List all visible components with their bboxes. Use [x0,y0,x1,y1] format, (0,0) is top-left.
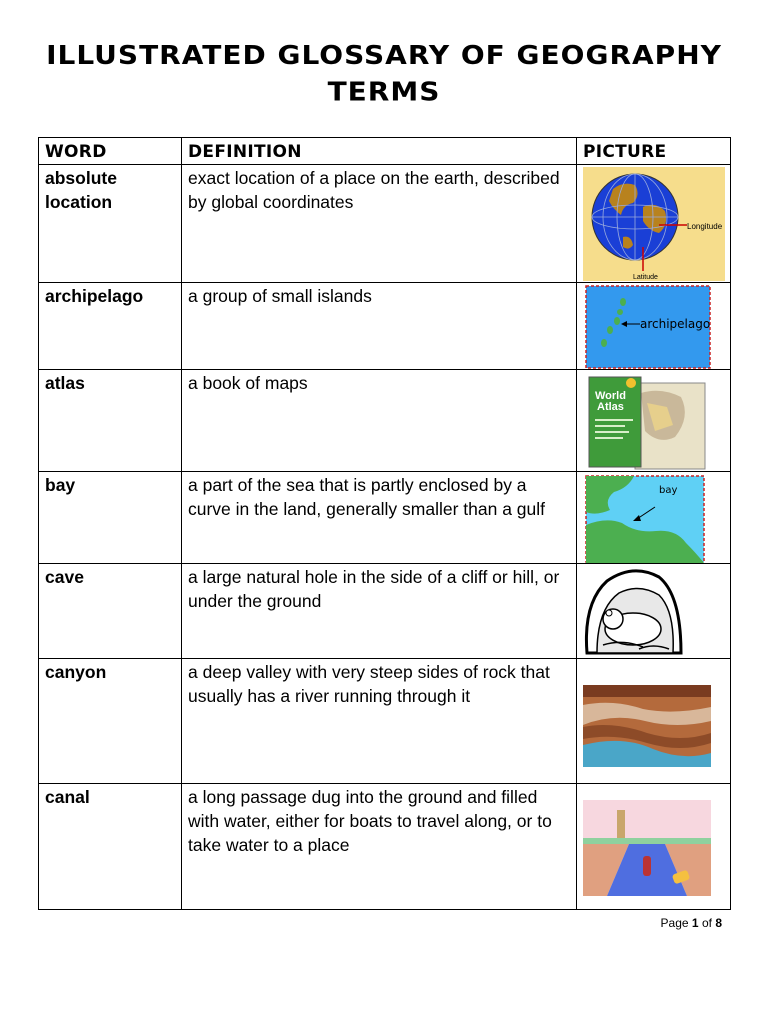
header-word: WORD [39,138,182,165]
canyon-icon [583,675,711,767]
glossary-table [38,137,731,910]
page-number [661,916,722,930]
term-definition: a part of the sea that is partly enclosed by a curve in the land, generally smaller than a gulf [182,472,577,564]
term-word: cave [39,564,182,659]
total-pages: 8 [715,916,722,930]
term-word: archipelago [39,283,182,370]
table-row [39,283,731,370]
atlas-label-world: World [595,390,626,402]
page-title: ILLUSTRATED GLOSSARY OF GEOGRAPHY TERMS [46,39,722,108]
table-row [39,784,731,910]
table-row [39,370,731,472]
term-picture [577,370,731,472]
latitude-label: Latitude [633,274,658,281]
bear-cave-icon [583,567,683,657]
table-row [39,659,731,784]
term-definition: a group of small islands [182,283,577,370]
canal-icon [583,800,711,896]
term-picture [577,472,731,564]
term-picture [577,165,731,283]
atlas-label-atlas: Atlas [597,401,624,413]
bay-map-icon [585,475,705,563]
term-word: bay [39,472,182,564]
table-row [39,472,731,564]
term-definition: a large natural hole in the side of a cliff or hill, or under the ground [182,564,577,659]
term-picture [577,283,731,370]
term-definition: a deep valley with very steep sides of rock that usually has a river running through it [182,659,577,784]
bay-label: bay [659,485,678,496]
term-picture [577,564,731,659]
archipelago-map-icon [585,285,711,369]
archipelago-label: archipelago [640,317,711,331]
page-of: of [701,916,712,930]
table-row [39,564,731,659]
atlas-book-icon [587,373,709,471]
term-definition: a long passage dug into the ground and filled with water, either for boats to travel along, or to take water to a place [182,784,577,910]
page-prefix: Page [660,916,689,930]
longitude-label: Longitude [687,222,723,231]
table-header-row [39,138,731,165]
term-word: atlas [39,370,182,472]
term-picture [577,659,731,784]
term-word: canyon [39,659,182,784]
term-word: canal [39,784,182,910]
header-definition: DEFINITION [182,138,577,165]
current-page: 1 [691,916,699,930]
term-definition: exact location of a place on the earth, described by global coordinates [182,165,577,283]
term-picture [577,784,731,910]
term-definition: a book of maps [182,370,577,472]
header-picture: PICTURE [577,138,731,165]
globe-icon [583,167,725,281]
term-word: absolute location [39,165,182,283]
table-row [39,165,731,283]
